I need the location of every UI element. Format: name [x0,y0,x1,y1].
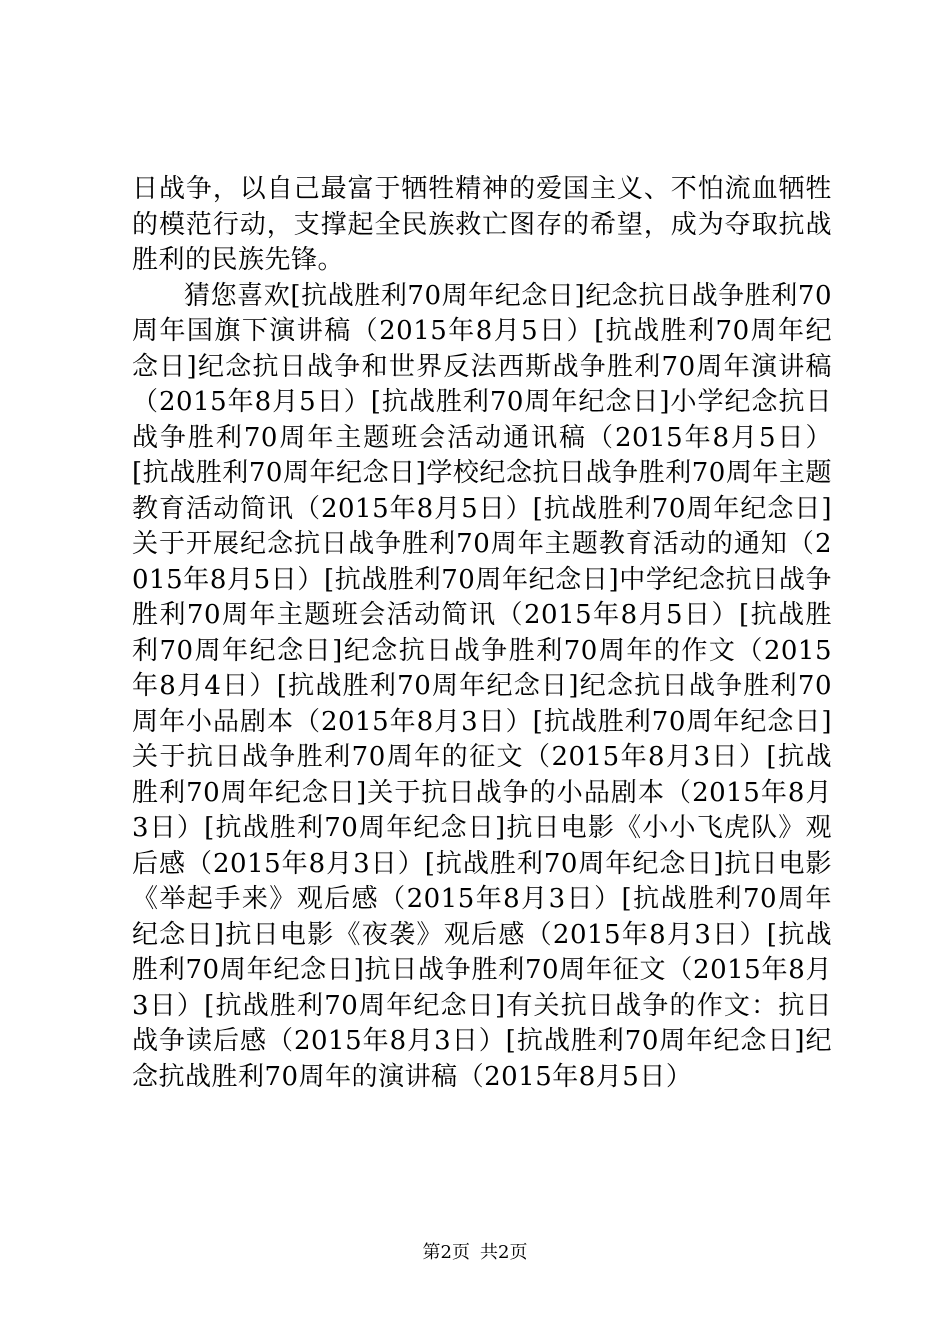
paragraph-continuation: 日战争，以自己最富于牺牲精神的爱国主义、不怕流血牺牲的模范行动，支撑起全民族救亡图存的希望，成为夺取抗战胜利的民族先锋。 [132,174,832,275]
page-number: 第2页 [422,1242,470,1263]
page-footer [0,1242,950,1264]
paragraph-related-articles: 猜您喜欢[抗战胜利70周年纪念日]纪念抗日战争胜利70周年国旗下演讲稿（2015年8月5日）[抗战胜利70周年纪念日]纪念抗日战争和世界反法西斯战争胜利70周年演讲稿（2015年8月5日）[抗战胜利70周年纪念日]小学纪念抗日战争胜利70周年主题班会活动通讯稿（2015年8月5日）[抗战胜利70周年纪念日]学校纪念抗日战争胜利70周年主题教育活动简讯（2015年8月5日）[抗战胜利70周年纪念日]关于开展纪念抗日战争胜利70周年主题教育活动的通知（2015年8月5日）[抗战胜利70周年纪念日]中学纪念抗日战争胜利70周年主题班会活动简讯（2015年8月5日）[抗战胜利70周年纪念日]纪念抗日战争胜利70周年的作文（2015年8月4日）[抗战胜利70周年纪念日]纪念抗日战争胜利70周年小品剧本（2015年8月3日）[抗战胜利70周年纪念日]关于抗日战争胜利70周年的征文（2015年8月3日）[抗战胜利70周年纪念日]关于抗日战争的小品剧本（2015年8月3日）[抗战胜利70周年纪念日]抗日电影《小小飞虎队》观后感（2015年8月3日）[抗战胜利70周年纪念日]抗日电影《举起手来》观后感（2015年8月3日）[抗战胜利70周年纪念日]抗日电影《夜袭》观后感（2015年8月3日）[抗战胜利70周年纪念日]抗日战争胜利70周年征文（2015年8月3日）[抗战胜利70周年纪念日]有关抗日战争的作文：抗日战争读后感（2015年8月3日）[抗战胜利70周年纪念日]纪念抗战胜利70周年的演讲稿（2015年8月5日） [132,280,832,1092]
page-total: 共2页 [480,1242,528,1263]
document-body [132,172,832,1095]
